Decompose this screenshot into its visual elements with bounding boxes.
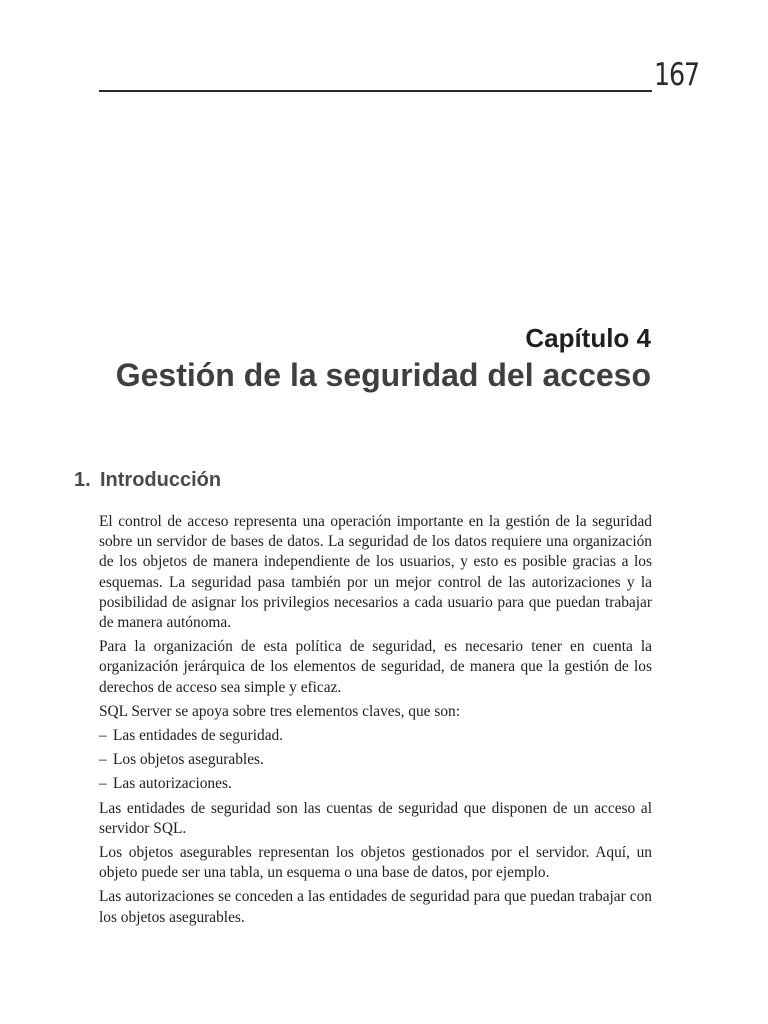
paragraph-organization: Para la organización de esta política de seguridad, es necesario tener en cuenta la organización jerárquica de los elementos de seguridad, de manera que la gestión de los derechos de acceso sea simple y eficaz.: [99, 638, 652, 696]
list-item-text: Las entidades de seguridad.: [113, 727, 284, 745]
header-rule: [99, 90, 652, 92]
key-elements-list: [99, 726, 652, 795]
section-number: 1.: [74, 469, 91, 491]
list-item-text: Las autorizaciones.: [113, 775, 232, 793]
list-item: [99, 750, 652, 770]
body-text: [99, 512, 652, 932]
list-item-text: Los objetos asegurables.: [113, 751, 264, 769]
list-item: [99, 774, 652, 794]
list-bullet: –: [99, 751, 107, 769]
list-item: [99, 726, 652, 746]
paragraph-intro: El control de acceso representa una operación importante en la gestión de la seguridad sobre un servidor de bases de datos. La seguridad de los datos requiere una organización de los objetos de manera independiente de los usuarios, y esto es posible gracias a los esquemas. La seguridad pasa también por un mejor control de las autorizaciones y la posibilidad de asignar los privilegios necesarios a cada usuario para que puedan trabajar de manera autónoma.: [99, 513, 652, 632]
chapter-label: Capítulo 4: [525, 323, 651, 353]
section-heading: [74, 468, 221, 492]
chapter-title: Gestión de la seguridad del acceso: [115, 357, 651, 393]
list-bullet: –: [99, 727, 107, 745]
paragraph-key-elements: SQL Server se apoya sobre tres elementos claves, que son:: [99, 702, 461, 720]
list-bullet: –: [99, 775, 107, 793]
paragraph-securables: Los objetos asegurables representan los objetos gestionados por el servidor. Aquí, un objeto puede ser una tabla, un esquema o una base de datos, por ejemplo.: [99, 844, 652, 882]
paragraph-permissions: Las autorizaciones se conceden a las entidades de seguridad para que puedan trabajar con los objetos asegurables.: [99, 888, 652, 926]
page-number: 167: [654, 57, 699, 93]
section-title: Introducción: [100, 469, 222, 491]
paragraph-entities: Las entidades de seguridad son las cuentas de seguridad que disponen de un acceso al servidor SQL.: [99, 799, 652, 837]
